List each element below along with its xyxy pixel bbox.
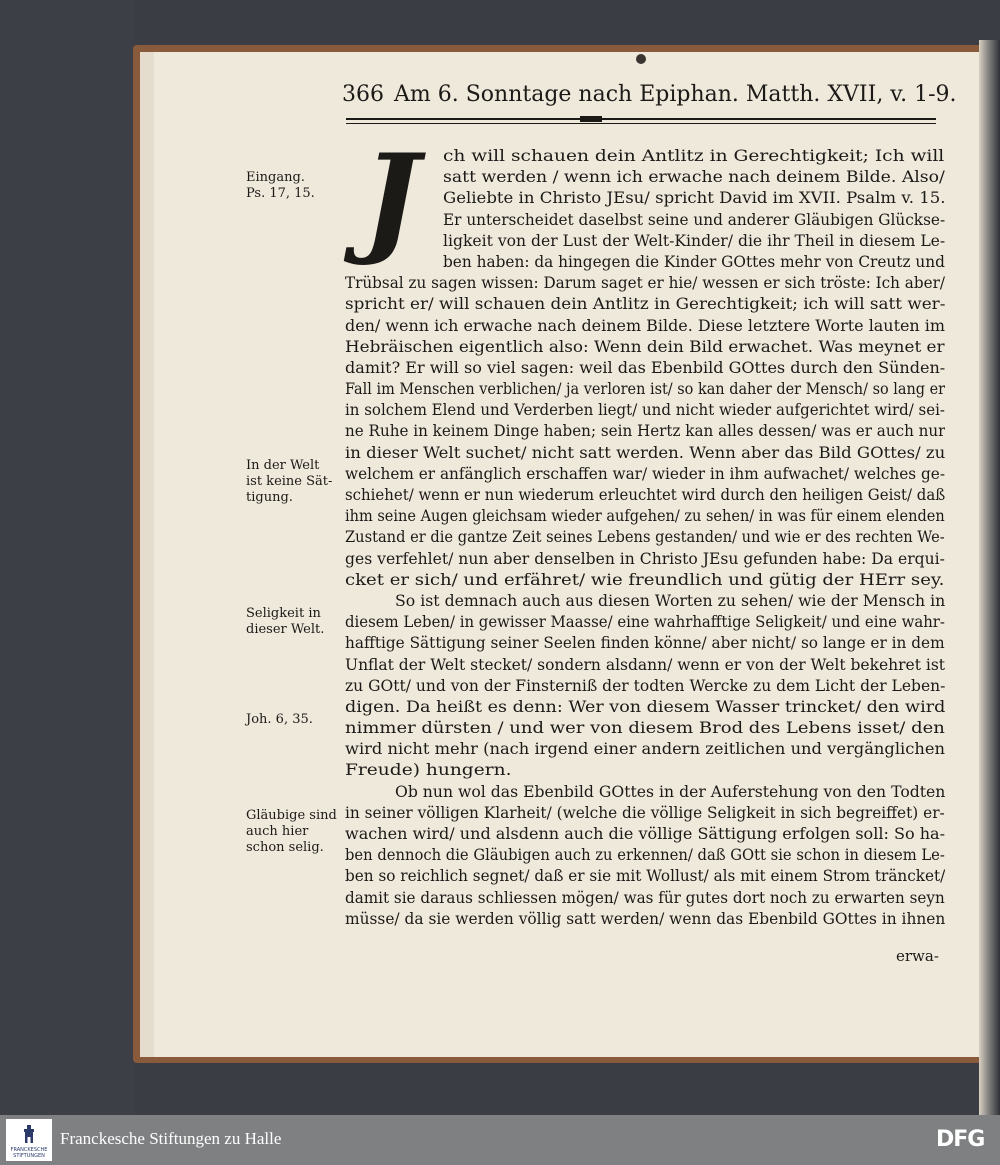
- institution-name[interactable]: Franckesche Stiftungen zu Halle: [60, 1129, 282, 1148]
- margin-note-line: Ps. 17, 15.: [246, 186, 315, 201]
- text-line: welchem er anfänglich erschaffen war/ wieder in ihm aufwachet/ welches ge-: [345, 464, 945, 483]
- text-line: den/ wenn ich erwache nach deinem Bilde. Diese letztere Worte lauten im: [345, 316, 945, 335]
- text-line: ihm seine Augen gleichsam wieder aufgehen/ zu sehen/ in was für einem elenden: [345, 507, 945, 526]
- drop-cap: J: [362, 128, 420, 269]
- orphanage-emblem-icon: [22, 1125, 36, 1145]
- text-line: Freude) hungern.: [345, 761, 512, 780]
- running-title: Am 6. Sonntage nach Epiphan. Matth. XVII, v. 1-9.: [394, 82, 957, 107]
- text-line: So ist demnach auch aus diesen Worten zu sehen/ wie der Mensch in: [395, 591, 945, 610]
- text-line: diesem Leben/ in gewisser Maasse/ eine wahrhafftige Seligkeit/ und eine wahr-: [345, 613, 945, 632]
- margin-note-line: ist keine Sät-: [246, 474, 333, 489]
- margin-note-line: schon selig.: [246, 840, 324, 855]
- text-line: Zustand er die gantze Zeit seines Lebens gestanden/ und wie er des rechten We-: [345, 528, 945, 547]
- text-line: Fall im Menschen verblichen/ ja verloren ist/ so kan daher der Mensch/ so lang er: [345, 380, 945, 399]
- text-line: damit? Er will so viel sagen: weil das Ebenbild GOttes durch den Sünden-: [345, 358, 945, 377]
- margin-note-seligkeit: [246, 606, 342, 638]
- book-gutter: [979, 40, 1000, 1115]
- logo-text: FRANCKESCHE STIFTUNGEN: [10, 1147, 48, 1159]
- dfg-logo[interactable]: DFG: [936, 1127, 985, 1152]
- margin-note-line: Gläubige sind: [246, 808, 337, 823]
- text-line: nimmer dürsten / und wer von diesem Brod des Lebens isset/ den: [345, 719, 945, 738]
- margin-note-welt: [246, 458, 342, 506]
- text-line: digen. Da heißt es denn: Wer von diesem Wasser trincket/ den wird: [345, 697, 945, 716]
- viewer-footer: [0, 1115, 1000, 1165]
- text-line: Hebräischen eigentlich also: Wenn dein Bild erwachet. Was meynet er: [345, 337, 945, 356]
- margin-note-joh: [246, 712, 342, 728]
- text-line: in solchem Elend und Verderben liegt/ und nicht wieder aufgerichtet wird/ sei-: [345, 401, 945, 420]
- margin-note-line: In der Welt: [246, 458, 320, 473]
- institution-logo[interactable]: [6, 1119, 52, 1161]
- margin-note-eingang: [246, 170, 342, 202]
- text-line: ben so reichlich segnet/ daß er sie mit Wollust/ als mit einem Strom träncket/: [345, 867, 945, 886]
- text-line: wird nicht mehr (nach irgend einer andern zeitlichen und vergänglichen: [345, 740, 945, 759]
- margin-note-line: Joh. 6, 35.: [246, 712, 313, 727]
- page-number: 366: [342, 82, 384, 107]
- text-line: Unflat der Welt stecket/ sondern alsdann/ wenn er von der Welt bekehret ist: [345, 655, 945, 674]
- text-line: ch will schauen dein Antlitz in Gerechtigkeit; Ich will: [443, 147, 945, 165]
- text-line: Er unterscheidet daselbst seine und anderer Gläubigen Glückse-: [443, 210, 945, 229]
- text-line: spricht er/ will schauen dein Antlitz in Gerechtigkeit; ich will satt wer-: [345, 295, 945, 314]
- text-line: cket er sich/ und erfähret/ wie freundlich und gütig der HErr sey.: [345, 570, 945, 589]
- text-line: ligkeit von der Lust der Welt-Kinder/ die ihr Theil in diesem Le-: [443, 231, 945, 250]
- text-line: Geliebte in Christo JEsu/ spricht David im XVII. Psalm v. 15.: [443, 189, 945, 208]
- header-rule-ornament: [580, 116, 602, 122]
- margin-note-glaeubige: [246, 808, 342, 856]
- text-line: satt werden / wenn ich erwache nach deinem Bilde. Also/: [443, 168, 945, 187]
- text-line: schiehet/ wenn er nun wiederum erleuchtet wird durch den heiligen Geist/ daß: [345, 486, 945, 504]
- body-text: [345, 146, 945, 930]
- text-line: in dieser Welt suchet/ nicht satt werden. Wenn aber das Bild GOttes/ zu: [345, 443, 945, 462]
- text-line: damit sie daraus schliessen mögen/ was für gutes dort noch zu erwarten seyn: [345, 888, 945, 907]
- text-line: hafftige Sättigung seiner Seelen finden könne/ aber nicht/ so lange er in dem: [345, 634, 945, 653]
- header-rule-thin: [346, 123, 936, 124]
- text-line: zu GOtt/ und von der Finsterniß der todten Wercke zu dem Licht der Leben-: [345, 676, 945, 695]
- text-line: müsse/ da sie werden völlig satt werden/ wenn das Ebenbild GOttes in ihnen: [345, 909, 945, 928]
- text-line: Trübsal zu sagen wissen: Darum saget er hie/ wessen er sich tröste: Ich aber/: [345, 274, 945, 293]
- running-header: [342, 82, 957, 112]
- page-edge: [140, 52, 154, 1057]
- text-line: ben dennoch die Gläubigen auch zu erkennen/ daß GOtt sie schon in diesem Le-: [345, 846, 945, 865]
- margin-note-line: tigung.: [246, 490, 293, 505]
- margin-note-line: auch hier: [246, 824, 309, 839]
- scan-background: [0, 0, 135, 1115]
- text-line: ges verfehlet/ nun aber denselben in Christo JEsu gefunden habe: Da erqui-: [345, 549, 945, 568]
- text-line: ne Ruhe in keinem Dinge haben; sein Hertz kan alles dessen/ was er auch nur: [345, 422, 945, 441]
- text-line: in seiner völligen Klarheit/ (welche die völlige Seligkeit in sich begreiffet) er-: [345, 803, 945, 822]
- text-line: Ob nun wol das Ebenbild GOttes in der Auferstehung von den Todten: [395, 782, 945, 801]
- margin-note-line: Seligkeit in: [246, 606, 321, 621]
- text-line: ben haben: da hingegen die Kinder GOttes mehr von Creutz und: [443, 252, 945, 271]
- header-rule: [346, 118, 936, 120]
- margin-note-line: Eingang.: [246, 170, 305, 185]
- margin-note-line: dieser Welt.: [246, 622, 325, 637]
- page-dot-ornament: [636, 54, 646, 64]
- catchword: erwa-: [896, 947, 939, 965]
- text-line: wachen wird/ und alsdenn auch die völlige Sättigung erfolgen soll: So ha-: [345, 825, 945, 843]
